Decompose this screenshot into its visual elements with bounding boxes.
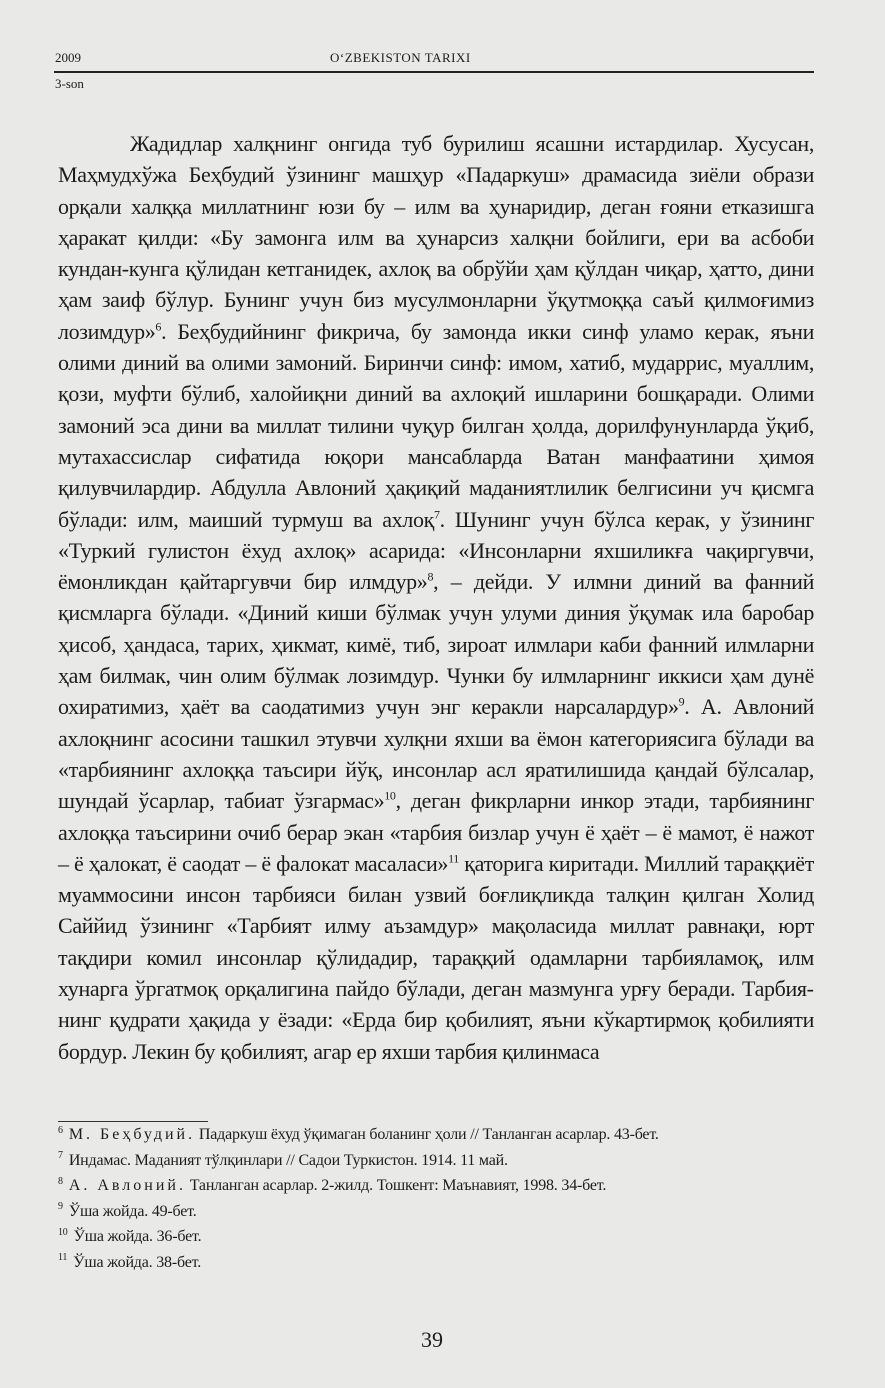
footnote-ref: 6 [155,319,162,334]
footnote-ref: 7 [433,507,440,522]
footnote: $^9$ Ўша жойда. 49-бет. [58,1201,197,1220]
footnote: $^6$ М. Беҳбудий. Падаркуш ёхуд ўқимаган боланинг ҳоли // Танланган асарлар. 43-бет. [58,1124,659,1143]
footnote: $^{11}$ Ўша жойда. 38-бет. [58,1252,201,1271]
footnote-ref: 8 [427,569,434,584]
footnote-separator [58,1121,208,1122]
footnotes [58,1124,814,1277]
article-body [58,128,814,1067]
page-number: 39 [421,1327,443,1352]
paragraph: Жадидлар халқнинг онгида туб бурилиш ясашни истардилар. Хусусан, Маҳмудхўжа Беҳбудий ўзининг машҳур «Падаркуш» драмасида зиёли образи орқали халққа миллатнинг юзи бу – илм ва ҳунаридир, деган ғояни етказишга ҳаракат қилди: «Бу замонга илм ва ҳунарсиз халқни бойлиги, ери ва асбоби кундан-кунга қўлидан кетганидек, ахлоқ ва обрўйи ҳам қўлдан чиқар, ҳатто, дини ҳам заиф бўлур. Бунинг учун биз мусулмонларни ўқутмоққа саъй қилмоғимиз лозимдур»$^6$. Беҳбудийнинг фикрича, бу замонда икки синф уламо керак, яъни олими диний ва олими замоний. Биринчи синф: имом, хатиб, мударрис, муаллим, қози, муфти бўлиб, халойиқни диний ва ахлоқий ишларини бошқаради. Олими замоний эса дини ва миллат тилини чуқур билган ҳолда, дорилфунунларда ўқиб, мутахассислар сифатида юқори мансабларда Ватан манфаатини ҳимоя қилувчилардир. Абдулла Авлоний ҳақиқий маданиятлилик белгисини уч қисмга бўлади: илм, маиший турмуш ва ахлоқ$^7$. Шунинг учун бўлса керак, у ўзининг «Туркий гулистон ёхуд ахлоқ» асарида: «Инсонларни яхшиликға чақиргувчи, ёмонликдан қайтаргувчи бир илмдур»$^8$, – дейди. У илмни диний ва фанний қисмларга бўлади. «Диний киши бўлмак учун улуми диния ўқумак ила баробар ҳисоб, ҳандаса, тарих, ҳикмат, кимё, тиб, зироат илмлари каби фанний илмларни ҳам билмак, чин олим бўлмак лозимдур. Чунки бу илмларнинг иккиси ҳам дунё охиратимиз, ҳаёт ва саодатимиз учун энг керакли нарсалардур»$^9$. А. Авлоний ахлоқнинг асосини ташкил этувчи хулқни яхши ва ёмон категориясига бўлади ва «тарбиянинг ахлоққа таъсири йўқ, инсонлар асл яратилишида қандай бўлсалар, шундай ўсарлар, табиат ўзгармас»$^{10}$, деган фикрларни инкор этади, тарбиянинг ахлоққа таъсирини очиб берар экан «тарбия бизлар учун ё ҳаёт – ё мамот, ё нажот – ё ҳалокат, ё саодат – ё фалокат масаласи»$^{11}$ қаторига киритади. Миллий тараққиёт муаммосини инсон тарбияси билан узвий боғлиқликда талқин қилган Холид Саййид ўзининг «Тарбият илму аъзамдур» мақоласида миллат равнақи, юрт тақдири комил инсонлар қўлидадир, тараққий одамларни тарбияламоқ, илм хунарга ўргатмоқ орқалигина пайдо бўлади, деган мазмунга урғу беради. Тарбиянинг қудрати ҳақида у ёзади: «Ерда бир қобилият, яъни кўкартирмоқ қобилияти бордур. Лекин бу қобилият, агар ер яхши тарбия қилинмаса [58,131,815,1064]
footnote: $^7$ Индамас. Маданият тўлқинлари // Садои Туркистон. 1914. 11 май. [58,1150,508,1169]
footnote-ref: 9 [678,695,685,710]
footnote: $^8$ А. Авлоний. Танланган асарлар. 2-жилд. Тошкент: Маънавият, 1998. 34-бет. [58,1175,607,1194]
header-journal-title: O‘ZBEKISTON TARIXI [330,50,471,65]
header-issue: 3-son [55,76,84,91]
header-year: 2009 [55,50,81,65]
footnote-ref: 11 [448,851,459,866]
footnote: $^{10}$ Ўша жойда. 36-бет. [58,1226,202,1245]
footnote-ref: 10 [384,788,396,803]
header-rule [54,71,814,73]
